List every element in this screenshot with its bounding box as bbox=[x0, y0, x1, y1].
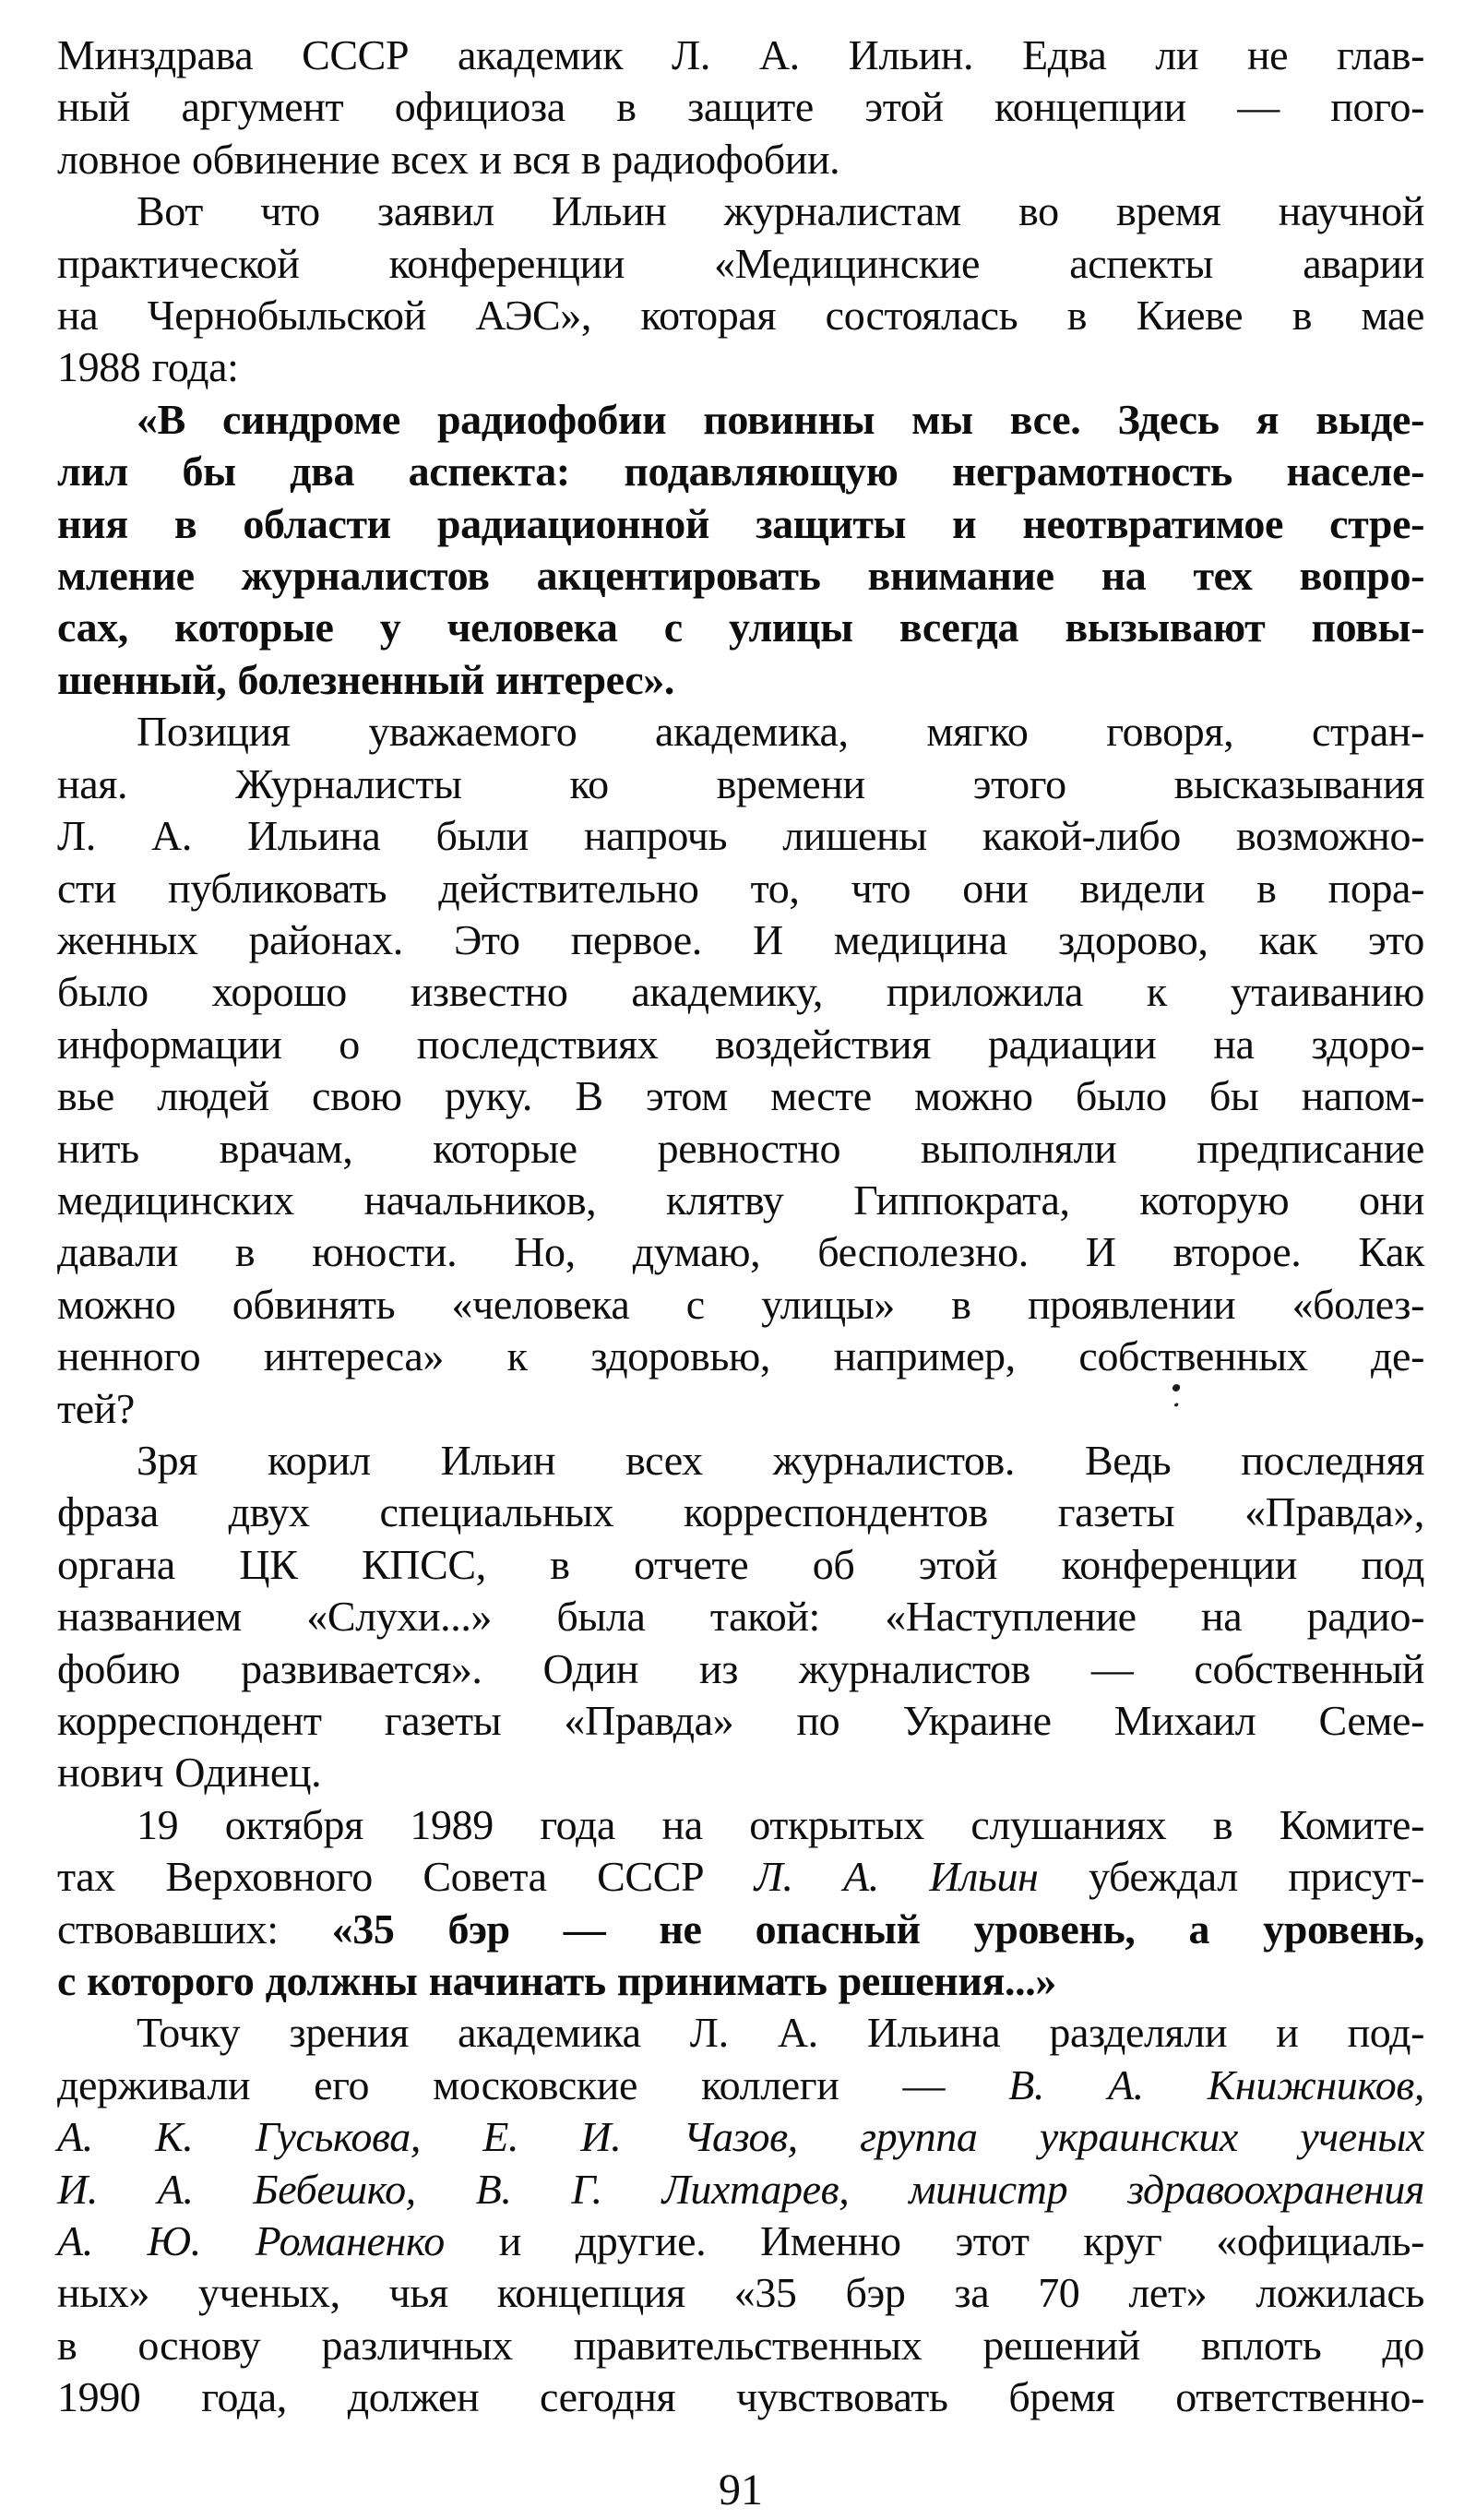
page-footer bbox=[57, 2465, 1424, 2516]
italic-text-segment: И. А. Бебешко, В. Г. Лихтарев, министр здравоохранения bbox=[57, 2165, 1424, 2213]
text-segment: тах Верховного Совета СССР bbox=[57, 1853, 755, 1901]
text-line: фобию развивается». Один из журналистов — собственный bbox=[57, 1644, 1424, 1692]
text-line: 19 октября 1989 года на открытых слушаниях в Комите- bbox=[137, 1800, 1424, 1848]
text-line: мление журналистов акцентировать внимание на тех вопро- bbox=[57, 552, 1424, 600]
text-line: на Чернобыльской АЭС», которая состоялась в Киеве в мае bbox=[57, 292, 1424, 340]
text-line: информации о последствиях воздействия радиации на здоро- bbox=[57, 1020, 1424, 1068]
text-line: сти публиковать действительно то, что они видели в пора- bbox=[57, 864, 1424, 912]
text-line: 1988 года: bbox=[57, 343, 239, 391]
text-line: давали в юности. Но, думаю, бесполезно. И второе. Как bbox=[57, 1228, 1424, 1276]
text-line bbox=[57, 2215, 1424, 2267]
text-line: вье людей свою руку. В этом месте можно было бы напом- bbox=[57, 1072, 1424, 1120]
text-block bbox=[57, 30, 1424, 2424]
text-line bbox=[57, 1851, 1424, 1903]
text-line: ная. Журналисты ко времени этого высказывания bbox=[57, 759, 1424, 807]
text-line: Минздрава СССР академик Л. А. Ильин. Едва ли не глав- bbox=[57, 31, 1424, 78]
italic-text-segment: Л. А. Ильин bbox=[754, 1853, 1039, 1901]
text-segment: убеждал присут- bbox=[1038, 1853, 1424, 1901]
text-line: лил бы два аспекта: подавляющую неграмотность населе- bbox=[57, 448, 1424, 496]
text-line: ловное обвинение всех и вся в радиофобии. bbox=[57, 135, 840, 183]
text-line bbox=[57, 2111, 1424, 2163]
text-line: Точку зрения академика Л. А. Ильина разделяли и под- bbox=[137, 2009, 1424, 2057]
text-line: ния в области радиационной защиты и неотвратимое стре- bbox=[57, 499, 1424, 547]
bold-text-segment: с которого должны начинать принимать решения...» bbox=[57, 1957, 1056, 2005]
text-segment: и другие. Именно этот круг «официаль- bbox=[444, 2217, 1424, 2265]
text-line: тей? bbox=[57, 1384, 135, 1432]
text-line: Вот что заявил Ильин журналистам во время научной bbox=[137, 187, 1424, 235]
text-line bbox=[57, 2164, 1424, 2215]
text-line: корреспондент газеты «Правда» по Украине Михаил Семе- bbox=[57, 1697, 1424, 1744]
text-segment: держивали его московские коллеги — bbox=[57, 2060, 1009, 2108]
text-line: «В синдроме радиофобии повинны мы все. Здесь я выде- bbox=[137, 395, 1424, 443]
text-line: 1990 года, должен сегодня чувствовать бремя ответственно- bbox=[57, 2373, 1424, 2421]
italic-text-segment: В. А. Книжников, bbox=[1008, 2060, 1424, 2108]
text-line: можно обвинять «человека с улицы» в проявлении «болез- bbox=[57, 1280, 1424, 1328]
text-line: фраза двух специальных корреспондентов газеты «Правда», bbox=[57, 1488, 1424, 1536]
text-line: Л. А. Ильина были напрочь лишены какой-либо возможно- bbox=[57, 812, 1424, 860]
text-line: ненного интереса» к здоровью, например, собственных де- bbox=[57, 1332, 1424, 1380]
page-number: 91 bbox=[719, 2465, 763, 2514]
italic-text-segment: А. Ю. Романенко bbox=[57, 2217, 445, 2265]
text-line: нить врачам, которые ревностно выполняли предписание bbox=[57, 1124, 1424, 1172]
text-line: медицинских начальников, клятву Гиппократа, которую они bbox=[57, 1176, 1424, 1224]
text-line: нович Одинец. bbox=[57, 1749, 322, 1797]
text-segment: ствовавших: bbox=[57, 1905, 332, 1953]
text-line: Позиция уважаемого академика, мягко говоря, стран- bbox=[137, 708, 1424, 756]
italic-text-segment: А. К. Гуськова, Е. И. Чазов, группа украинских ученых bbox=[57, 2113, 1424, 2161]
text-line: в основу различных правительственных решений вплоть до bbox=[57, 2321, 1424, 2369]
text-line: сах, которые у человека с улицы всегда вызывают повы- bbox=[57, 603, 1424, 651]
text-line bbox=[57, 1904, 1424, 1955]
text-line: органа ЦК КПСС, в отчете об этой конференции под bbox=[57, 1540, 1424, 1588]
text-line: ных» ученых, чья концепция «35 бэр за 70 лет» ложилась bbox=[57, 2269, 1424, 2317]
text-line: Зря корил Ильин всех журналистов. Ведь последняя bbox=[137, 1436, 1424, 1484]
text-line: названием «Слухи...» была такой: «Наступление на радио- bbox=[57, 1593, 1424, 1641]
text-line bbox=[57, 2060, 1424, 2111]
text-line: женных районах. Это первое. И медицина здорово, как это bbox=[57, 915, 1424, 963]
text-line: практической конференции «Медицинские аспекты аварии bbox=[57, 239, 1424, 287]
text-line: было хорошо известно академику, приложила к утаиванию bbox=[57, 968, 1424, 1016]
bold-text-segment: «35 бэр — не опасный уровень, а уровень, bbox=[331, 1905, 1424, 1953]
text-line: ный аргумент официоза в защите этой концепции — пого- bbox=[57, 83, 1424, 131]
text-line: шенный, болезненный интерес». bbox=[57, 655, 674, 703]
text-line bbox=[57, 1955, 1424, 2007]
